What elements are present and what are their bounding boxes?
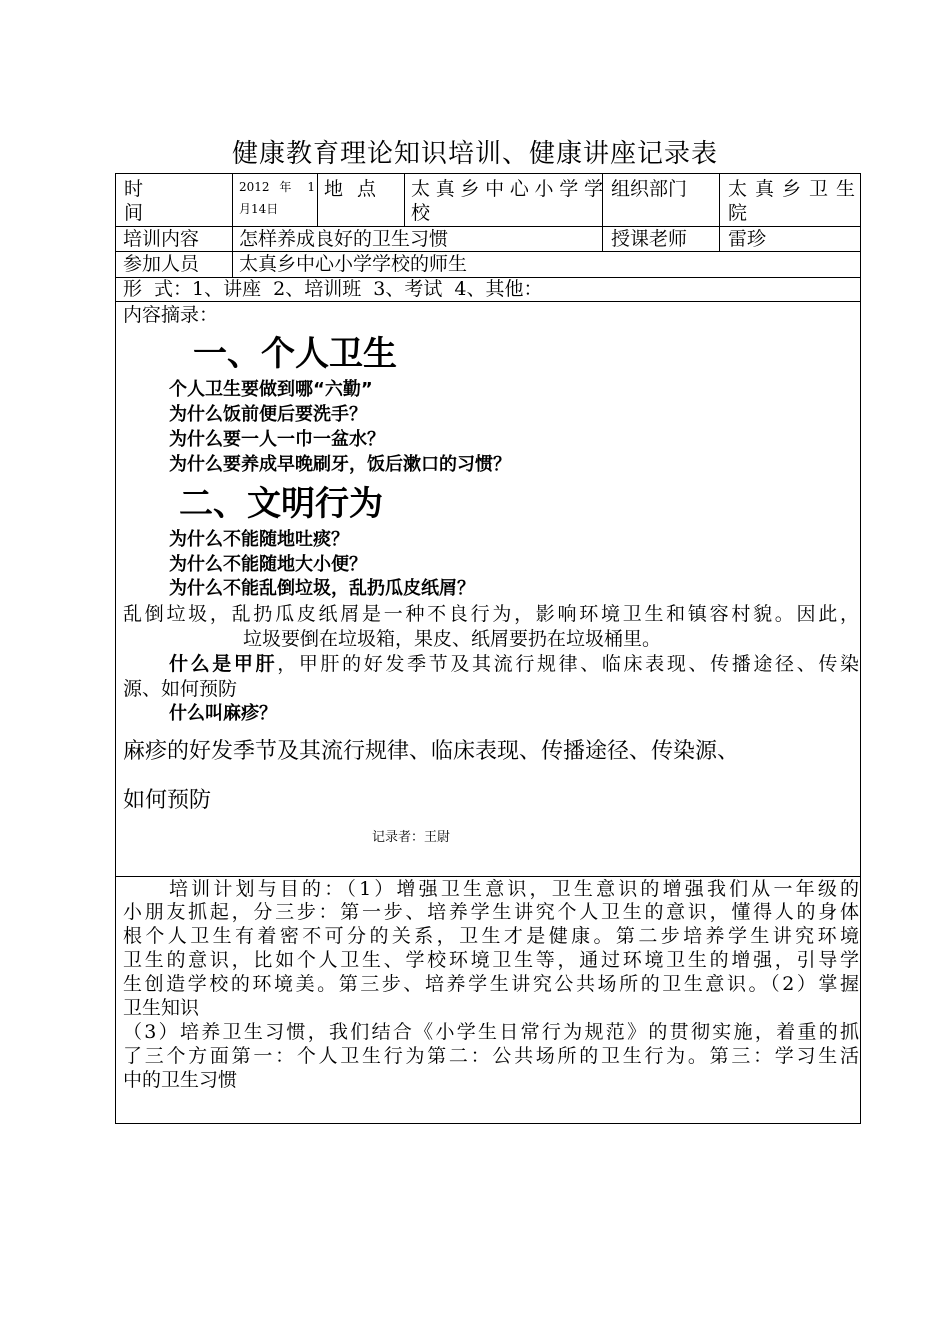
question-item: 为什么不能随地吐痰？ bbox=[169, 529, 349, 550]
question-item: 为什么不能随地大小便？ bbox=[169, 554, 367, 575]
section2-heading: 二、文明行为 bbox=[179, 484, 383, 524]
participants-value: 太真乡中心小学学校的师生 bbox=[239, 253, 468, 275]
plan-line: 根个人卫生有着密不可分的关系，卫生才是健康。第二步培养学生讲究环境 bbox=[123, 925, 859, 947]
litter-text-line2: 垃圾要倒在垃圾箱，果皮、纸屑要扔在垃圾桶里。 bbox=[243, 628, 662, 650]
col-divider bbox=[232, 226, 233, 277]
content-label: 培训内容 bbox=[123, 228, 200, 250]
measles-line2: 如何预防 bbox=[123, 788, 212, 813]
hepatitis-line1: 什么是甲肝，甲肝的好发季节及其流行规律、临床表现、传播途径、传染 bbox=[169, 653, 859, 675]
plan-line: （3）培养卫生习惯，我们结合《小学生日常行为规范》的贯彻实施，着重的抓 bbox=[123, 1021, 859, 1043]
section1-heading: 一、个人卫生 bbox=[193, 334, 397, 374]
hepatitis-question: 什么是甲肝 bbox=[169, 653, 278, 675]
participants-label: 参加人员 bbox=[123, 253, 200, 275]
content-value: 怎样养成良好的卫生习惯 bbox=[239, 228, 449, 250]
format-line: 形 式：1、讲座 2、培训班 3、考试 4、其他： bbox=[123, 278, 543, 300]
col-divider bbox=[317, 174, 318, 226]
place-label: 地 点 bbox=[324, 178, 381, 200]
litter-text-line1: 乱倒垃圾，乱扔瓜皮纸屑是一种不良行为，影响环境卫生和镇容村貌。因此， bbox=[123, 603, 859, 625]
hepatitis-line2: 源、如何预防 bbox=[123, 678, 238, 700]
row-divider bbox=[116, 301, 860, 302]
place-value: 太真乡中心小学学 校 bbox=[411, 178, 603, 224]
measles-question: 什么叫麻疹？ bbox=[169, 703, 277, 724]
recorder: 记录者：王尉 bbox=[372, 830, 451, 845]
time-value: 2012 年 1 月14日 bbox=[239, 180, 315, 216]
org-label: 组织部门 bbox=[611, 178, 688, 200]
plan-line: 卫生知识 bbox=[123, 997, 200, 1019]
teacher-label: 授课老师 bbox=[611, 228, 688, 250]
col-divider bbox=[404, 174, 405, 226]
plan-line: 生创造学校的环境美。第三步、培养学生讲究公共场所的卫生意识。（2）掌握 bbox=[123, 973, 859, 995]
question-item: 为什么要一人一巾一盆水？ bbox=[169, 429, 385, 450]
question-item: 为什么要养成早晚刷牙，饭后漱口的习惯？ bbox=[169, 454, 511, 475]
org-value: 太 真 乡 卫 生 院 bbox=[728, 178, 855, 224]
col-divider bbox=[232, 174, 233, 226]
page-title: 健康教育理论知识培训、健康讲座记录表 bbox=[231, 139, 718, 169]
plan-line: 小朋友抓起，分三步：第一步、培养学生讲究个人卫生的意识，懂得人的身体 bbox=[123, 901, 859, 923]
plan-line: 了三个方面第一：个人卫生行为第二：公共场所的卫生行为。第三：学习生活 bbox=[123, 1045, 859, 1067]
summary-label: 内容摘录： bbox=[123, 304, 219, 326]
measles-line1: 麻疹的好发季节及其流行规律、临床表现、传播途径、传染源、 bbox=[123, 739, 740, 764]
plan-line: 卫生的意识，比如个人卫生、学校环境卫生等，通过环境卫生的增强，引导学 bbox=[123, 949, 859, 971]
teacher-value: 雷珍 bbox=[728, 228, 767, 250]
question-item: 为什么不能乱倒垃圾，乱扔瓜皮纸屑？ bbox=[169, 578, 475, 599]
col-divider bbox=[719, 174, 720, 251]
plan-line: 培训计划与目的：（1）增强卫生意识，卫生意识的增强我们从一年级的 bbox=[169, 878, 859, 900]
question-item: 个人卫生要做到哪“六勤” bbox=[169, 379, 373, 400]
row-divider bbox=[116, 251, 860, 252]
question-item: 为什么饭前便后要洗手？ bbox=[169, 404, 367, 425]
time-label: 时 间 bbox=[124, 178, 170, 224]
plan-line: 中的卫生习惯 bbox=[123, 1069, 238, 1091]
